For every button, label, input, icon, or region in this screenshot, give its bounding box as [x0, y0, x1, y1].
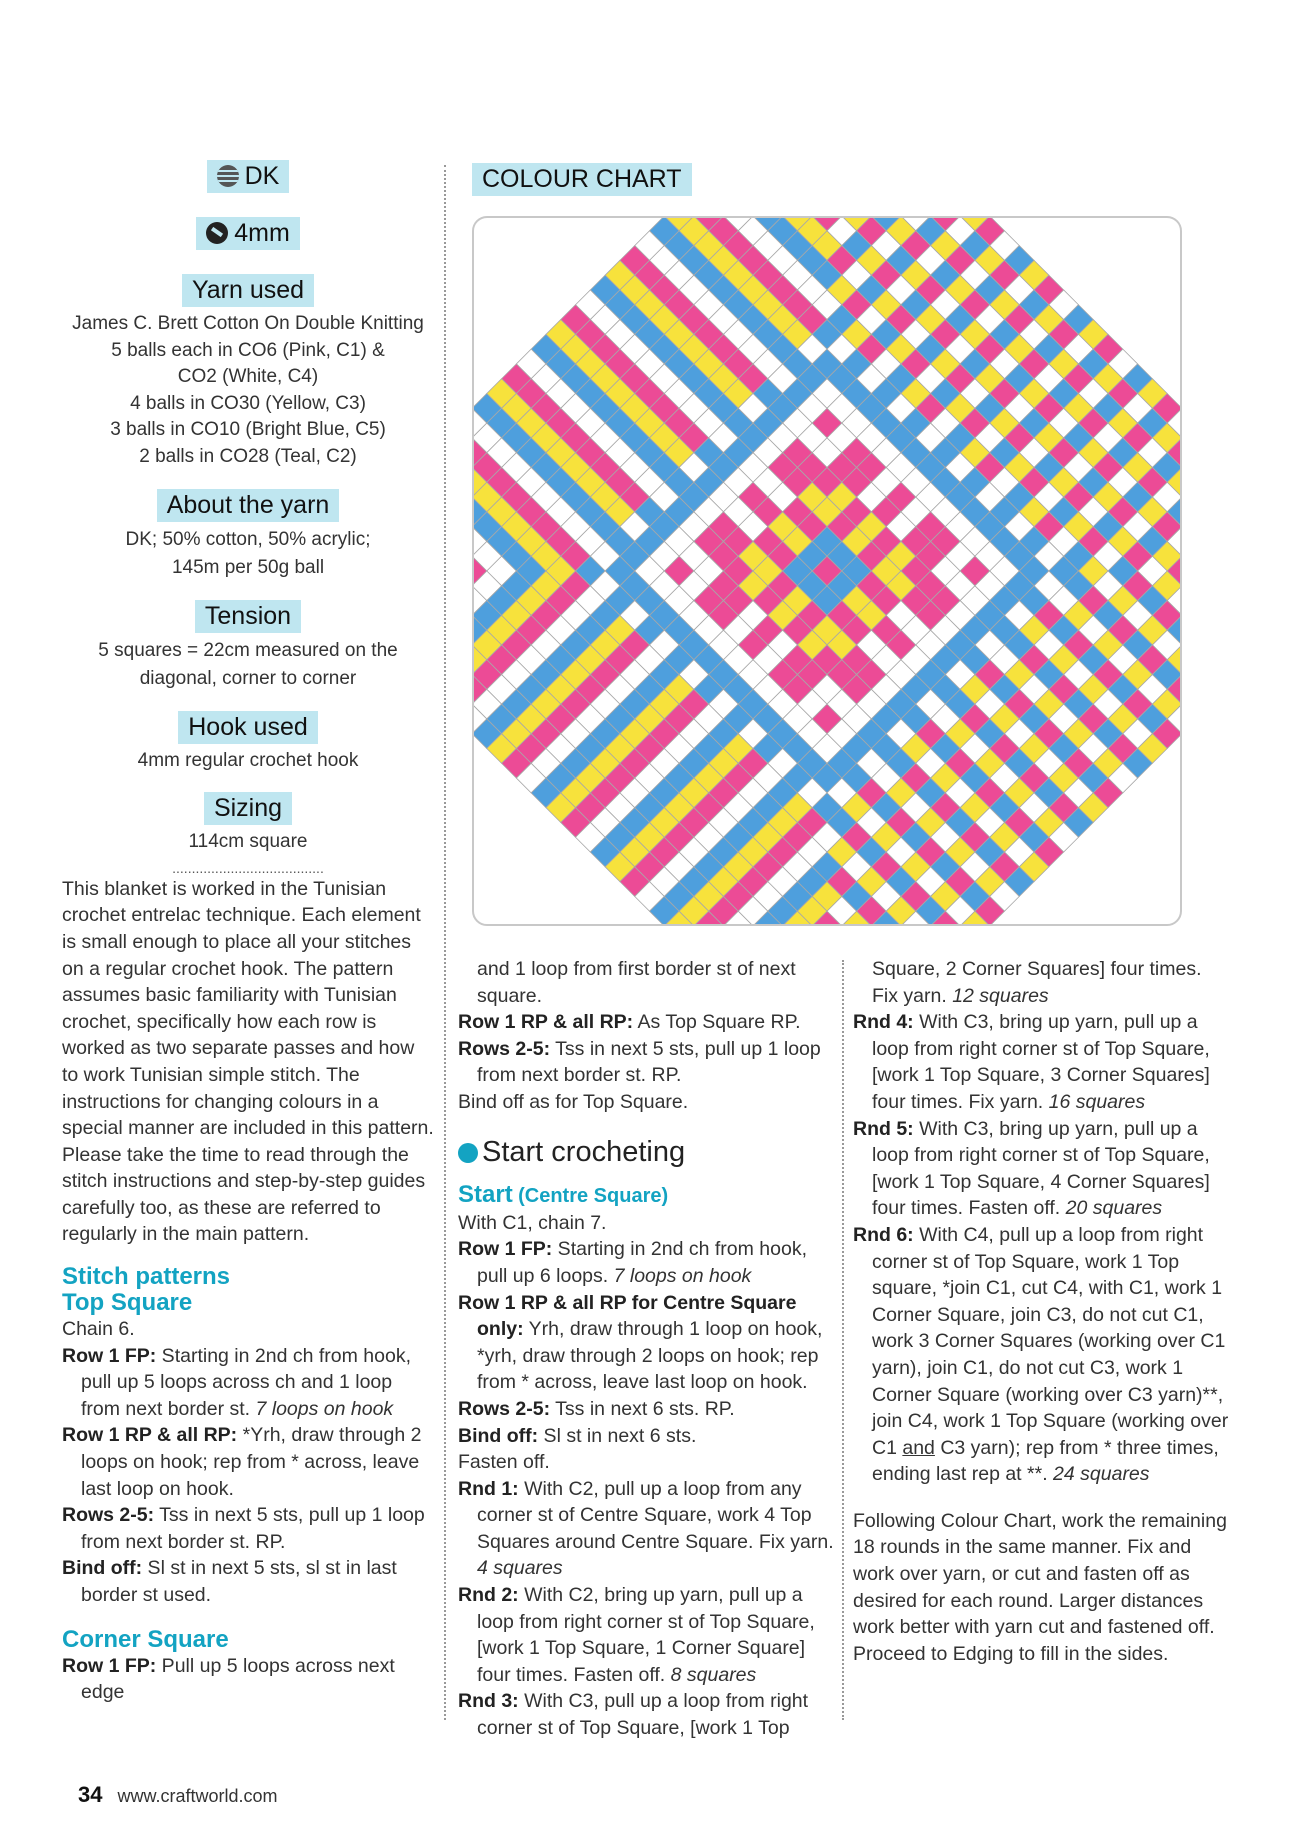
dk-tag	[207, 160, 290, 193]
yarn-line: 4 balls in CO30 (Yellow, C3)	[130, 392, 366, 414]
yarn-ball-icon	[458, 1143, 478, 1163]
tension-text	[62, 637, 434, 693]
middle-column	[458, 956, 838, 1742]
website-url: www.craftworld.com	[117, 1786, 278, 1806]
about-line: 145m per 50g ball	[171, 556, 325, 578]
stitch-patterns-heading: Stitch patterns	[62, 1263, 231, 1291]
page-number: 34	[78, 1782, 103, 1807]
start-heading	[458, 1182, 838, 1210]
about-yarn-heading: About the yarn	[157, 489, 340, 522]
crochet-hook-icon	[206, 222, 228, 244]
yarn-line: CO2 (White, C4)	[177, 366, 319, 388]
instruction-line: Chain 6.	[62, 1318, 135, 1341]
instruction-line: Bind off: Sl st in next 5 sts, sl st in last border st used.	[62, 1557, 397, 1606]
instruction-line: Square, 2 Corner Squares] four times. Fix yarn. 12 squares	[872, 958, 1202, 1007]
instruction-line: Following Colour Chart, work the remaining 18 rounds in the same manner. Fix and work over yarn, or cut and fasten off as desired for each round. Larger distances work better with yarn cut and fastened off. Proceed to Edging to fill in the sides.	[853, 1509, 1227, 1665]
instruction-line: Rows 2-5: Tss in next 5 sts, pull up 1 loop from next border st. RP.	[458, 1037, 821, 1087]
instruction-line: Row 1 FP: Pull up 5 loops across next edge	[62, 1654, 395, 1704]
sizing-line: 114cm square	[188, 831, 308, 853]
intro-paragraph: This blanket is worked in the Tunisian crochet entrelac technique. Each element is small enough to place all your stitches on a regular crochet hook. The pattern assumes basic familiarity with Tunisian crochet, specifically how each row is worked as two separate passes and how to work Tunisian simple stitch. The instructions for changing colours in a special manner are included in this pattern. Please take the time to read through the stitch instructions and step-by-step guides carefully too, as these are referred to regularly in the main pattern.	[62, 877, 434, 1246]
yarn-used-heading: Yarn used	[182, 274, 314, 307]
left-column	[62, 160, 434, 1706]
instruction-line: Row 1 RP & all RP: *Yrh, draw through 2 loops on hook; rep from * across, leave last loop on hook.	[62, 1424, 422, 1500]
corner-square-heading: Corner Square	[62, 1625, 229, 1653]
instruction-line: Fasten off.	[458, 1451, 550, 1474]
colour-chart-grid	[472, 216, 1182, 926]
yarn-used-text	[62, 311, 434, 471]
instruction-line: Rows 2-5: Tss in next 6 sts. RP.	[458, 1397, 735, 1420]
yarn-ball-icon	[217, 165, 239, 187]
dk-label: DK	[244, 162, 280, 190]
sizing-heading: Sizing	[204, 792, 292, 825]
column-divider	[444, 165, 446, 1720]
tension-heading: Tension	[195, 600, 301, 633]
instruction-line: Rnd 4: With C3, bring up yarn, pull up a loop from right corner st of Top Square, [work 1 Top Square, 3 Corner Squares] four times. Fix yarn. 16 squares	[853, 1011, 1210, 1113]
start-crocheting-label: Start crocheting	[482, 1135, 686, 1168]
instruction-line: Bind off: Sl st in next 6 sts.	[458, 1424, 697, 1447]
instruction-line: Row 1 RP & all RP for Centre Square only: Yrh, draw through 1 loop on hook, *yrh, draw through 2 loops on hook; rep from * across, leave last loop on hook.	[458, 1291, 823, 1394]
yarn-line: 2 balls in CO28 (Teal, C2)	[139, 445, 357, 467]
dotted-separator: .......................................	[172, 859, 324, 876]
hook-used-text	[62, 748, 434, 775]
hook-size-label: 4mm	[234, 219, 290, 247]
start-sub-label: (Centre Square)	[518, 1185, 669, 1208]
instruction-line: Bind off as for Top Square.	[458, 1090, 689, 1113]
right-column	[853, 956, 1233, 1667]
column-divider	[842, 960, 844, 1720]
yarn-line: 3 balls in CO10 (Bright Blue, C5)	[110, 419, 386, 441]
sizing-text	[62, 829, 434, 856]
instruction-line: Row 1 RP & all RP: As Top Square RP.	[458, 1011, 801, 1034]
instruction-line: and 1 loop from first border st of next square.	[477, 958, 796, 1007]
hook-line: 4mm regular crochet hook	[137, 749, 359, 771]
tension-line: 5 squares = 22cm measured on the	[98, 639, 398, 661]
instruction-line: With C1, chain 7.	[458, 1211, 607, 1234]
instruction-line: Rnd 2: With C2, bring up yarn, pull up a loop from right corner st of Top Square, [work 1 Top Square, 1 Corner Square] four times. Fasten off. 8 squares	[458, 1584, 815, 1686]
instruction-line: Rnd 6: With C4, pull up a loop from right corner st of Top Square, work 1 Top square, *join C1, cut C4, with C1, work 1 Corner Square, join C3, do not cut C1, work 3 Corner Squares (working over C1 yarn), join C1, do not cut C3, work 1 Corner Square (working over C3 yarn)**, join C4, work 1 Top Square (working over C1 and C3 yarn); rep from * three times, ending last rep at **. 24 squares	[853, 1223, 1229, 1486]
top-square-heading: Top Square	[62, 1289, 193, 1317]
yarn-line: James C. Brett Cotton On Double Knitting	[72, 313, 424, 334]
colour-chart	[472, 216, 1182, 926]
colour-chart-heading-wrap	[472, 163, 692, 196]
instruction-line: Rnd 5: With C3, bring up yarn, pull up a loop from right corner st of Top Square, [work 1 Top Square, 4 Corner Squares] four times. Fasten off. 20 squares	[853, 1117, 1210, 1220]
instruction-line: Rows 2-5: Tss in next 5 sts, pull up 1 loop from next border st. RP.	[62, 1504, 425, 1553]
start-crocheting-heading	[458, 1136, 838, 1169]
instruction-line: Rnd 3: With C3, pull up a loop from right corner st of Top Square, [work 1 Top	[458, 1690, 809, 1740]
yarn-line: 5 balls each in CO6 (Pink, C1) &	[111, 339, 385, 361]
instruction-line: Row 1 FP: Starting in 2nd ch from hook, pull up 6 loops. 7 loops on hook	[458, 1238, 807, 1287]
about-line: DK; 50% cotton, 50% acrylic;	[125, 528, 371, 550]
hook-used-heading: Hook used	[178, 711, 318, 744]
instruction-line: Row 1 FP: Starting in 2nd ch from hook, pull up 5 loops across ch and 1 loop from next border st. 7 loops on hook	[62, 1344, 411, 1420]
start-label: Start	[458, 1181, 513, 1209]
hook-size-tag	[196, 217, 300, 250]
tension-line: diagonal, corner to corner	[139, 667, 357, 689]
about-yarn-text	[62, 526, 434, 582]
page-footer	[78, 1782, 278, 1808]
instruction-line: Rnd 1: With C2, pull up a loop from any corner st of Centre Square, work 4 Top Squares around Centre Square. Fix yarn. 4 squares	[458, 1477, 834, 1580]
colour-chart-heading: COLOUR CHART	[472, 163, 692, 196]
